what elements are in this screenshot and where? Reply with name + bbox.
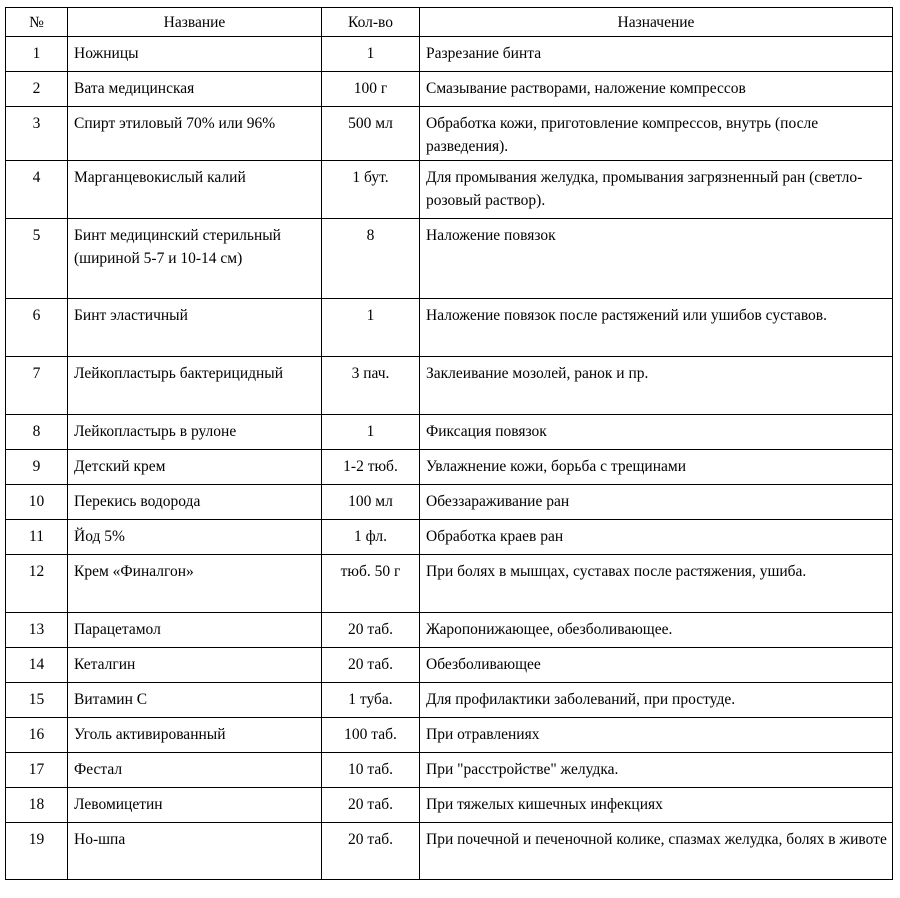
table-row: [6, 450, 893, 485]
row-name: Кеталгин: [68, 648, 322, 683]
row-purpose: Наложение повязок после растяжений или ушибов суставов.: [420, 299, 893, 357]
row-qty: 500 мл: [322, 107, 420, 161]
table-row: [6, 485, 893, 520]
row-num: 3: [6, 107, 68, 161]
row-name: Бинт эластичный: [68, 299, 322, 357]
row-purpose: При тяжелых кишечных инфекциях: [420, 788, 893, 823]
row-name: Крем «Финалгон»: [68, 555, 322, 613]
row-qty: 1: [322, 37, 420, 72]
table-row: [6, 683, 893, 718]
row-num: 12: [6, 555, 68, 613]
row-purpose: При "расстройстве" желудка.: [420, 753, 893, 788]
row-name: Уголь активированный: [68, 718, 322, 753]
row-name: Витамин С: [68, 683, 322, 718]
row-num: 18: [6, 788, 68, 823]
row-name: Марганцевокислый калий: [68, 161, 322, 219]
row-purpose: Разрезание бинта: [420, 37, 893, 72]
header-num: №: [6, 8, 68, 37]
row-purpose: Обработка краев ран: [420, 520, 893, 555]
row-name: Йод 5%: [68, 520, 322, 555]
row-purpose: Обеззараживание ран: [420, 485, 893, 520]
row-purpose: При болях в мышцах, суставах после растяжения, ушиба.: [420, 555, 893, 613]
first-aid-kit-table: [5, 7, 893, 880]
row-num: 14: [6, 648, 68, 683]
table-row: [6, 823, 893, 880]
row-qty: 1: [322, 299, 420, 357]
row-purpose: Увлажнение кожи, борьба с трещинами: [420, 450, 893, 485]
row-name: Перекись водорода: [68, 485, 322, 520]
table-row: [6, 37, 893, 72]
row-num: 11: [6, 520, 68, 555]
row-num: 13: [6, 613, 68, 648]
row-name: Но-шпа: [68, 823, 322, 880]
row-num: 2: [6, 72, 68, 107]
row-qty: 3 пач.: [322, 357, 420, 415]
table-row: [6, 107, 893, 161]
row-purpose: Обезболивающее: [420, 648, 893, 683]
row-num: 17: [6, 753, 68, 788]
table-row: [6, 299, 893, 357]
row-qty: 20 таб.: [322, 613, 420, 648]
row-purpose: При почечной и печеночной колике, спазмах желудка, болях в животе: [420, 823, 893, 880]
header-name: Название: [68, 8, 322, 37]
row-qty: 20 таб.: [322, 788, 420, 823]
row-qty: 8: [322, 219, 420, 299]
row-name: Бинт медицинский стерильный (шириной 5-7 и 10-14 см): [68, 219, 322, 299]
row-num: 1: [6, 37, 68, 72]
row-name: Вата медицинская: [68, 72, 322, 107]
header-purpose: Назначение: [420, 8, 893, 37]
table-row: [6, 788, 893, 823]
row-purpose: Наложение повязок: [420, 219, 893, 299]
row-qty: 100 таб.: [322, 718, 420, 753]
table-row: [6, 613, 893, 648]
table-row: [6, 415, 893, 450]
table-row: [6, 520, 893, 555]
row-num: 7: [6, 357, 68, 415]
row-purpose: Фиксация повязок: [420, 415, 893, 450]
row-name: Спирт этиловый 70% или 96%: [68, 107, 322, 161]
row-purpose: Для профилактики заболеваний, при простуде.: [420, 683, 893, 718]
table-row: [6, 718, 893, 753]
row-num: 19: [6, 823, 68, 880]
row-qty: 100 г: [322, 72, 420, 107]
row-name: Лейкопластырь бактерицидный: [68, 357, 322, 415]
table-row: [6, 357, 893, 415]
row-num: 15: [6, 683, 68, 718]
row-qty: 100 мл: [322, 485, 420, 520]
row-purpose: Жаропонижающее, обезболивающее.: [420, 613, 893, 648]
row-qty: 1 туба.: [322, 683, 420, 718]
row-qty: 1-2 тюб.: [322, 450, 420, 485]
table-row: [6, 161, 893, 219]
row-name: Парацетамол: [68, 613, 322, 648]
row-qty: 20 таб.: [322, 648, 420, 683]
row-name: Ножницы: [68, 37, 322, 72]
row-purpose: Смазывание растворами, наложение компрессов: [420, 72, 893, 107]
row-qty: 1 бут.: [322, 161, 420, 219]
row-qty: 20 таб.: [322, 823, 420, 880]
row-num: 5: [6, 219, 68, 299]
row-purpose: При отравлениях: [420, 718, 893, 753]
row-name: Детский крем: [68, 450, 322, 485]
row-qty: тюб. 50 г: [322, 555, 420, 613]
table-row: [6, 72, 893, 107]
row-num: 16: [6, 718, 68, 753]
row-name: Лейкопластырь в рулоне: [68, 415, 322, 450]
row-qty: 10 таб.: [322, 753, 420, 788]
row-num: 4: [6, 161, 68, 219]
row-num: 10: [6, 485, 68, 520]
table-row: [6, 555, 893, 613]
table-row: [6, 753, 893, 788]
row-purpose: Обработка кожи, приготовление компрессов, внутрь (после разведения).: [420, 107, 893, 161]
row-purpose: Заклеивание мозолей, ранок и пр.: [420, 357, 893, 415]
row-num: 9: [6, 450, 68, 485]
row-num: 6: [6, 299, 68, 357]
row-qty: 1 фл.: [322, 520, 420, 555]
header-qty: Кол-во: [322, 8, 420, 37]
table-row: [6, 648, 893, 683]
row-qty: 1: [322, 415, 420, 450]
row-purpose: Для промывания желудка, промывания загрязненный ран (светло-розовый раствор).: [420, 161, 893, 219]
table-row: [6, 219, 893, 299]
row-name: Левомицетин: [68, 788, 322, 823]
row-name: Фестал: [68, 753, 322, 788]
header-row: [6, 8, 893, 37]
row-num: 8: [6, 415, 68, 450]
